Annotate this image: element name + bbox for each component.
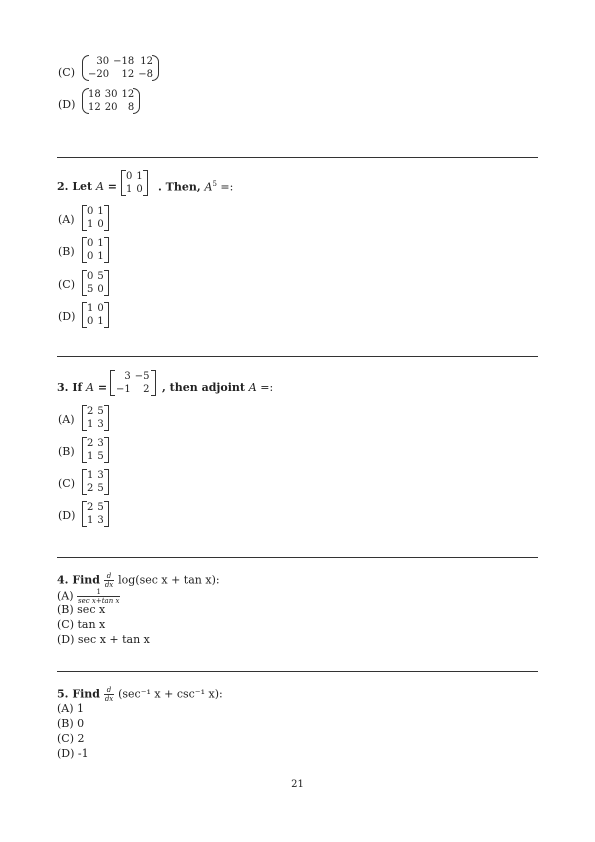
matrix-cell: 0: [87, 251, 94, 262]
matrix-cell: 5: [97, 406, 104, 417]
matrix-cell: 5: [97, 483, 104, 494]
option-label: (A): [58, 413, 75, 426]
option-matrix: [82, 437, 109, 463]
matrix-cell: 12: [140, 56, 153, 67]
question-4-option-d: (D) sec x + tan x: [57, 633, 150, 646]
matrix-cell: 5: [97, 502, 104, 513]
question-5-option-c: (C) 2: [57, 732, 85, 745]
matrix-cell: 5: [97, 271, 104, 282]
matrix-cell: −18: [113, 56, 135, 67]
matrix-cell: 3: [97, 419, 104, 430]
option-label: (D): [58, 509, 76, 522]
matrix-cell: 0: [97, 284, 104, 295]
question-5-option-b: (B) 0: [57, 717, 85, 730]
question-4-title: 4. Find $\frac{d}{dx}$ log(sec x + tan x):: [57, 572, 220, 589]
matrix-cell: 0: [136, 184, 143, 195]
matrix-cell: 2: [87, 406, 94, 417]
matrix-cell: 0: [97, 219, 104, 230]
matrix-cell: 1: [97, 316, 104, 327]
matrix-cell: 3: [124, 371, 131, 382]
matrix-cell: 0: [126, 171, 133, 182]
option-matrix: [82, 237, 109, 263]
separator-rule: [57, 356, 538, 357]
option-label: (D): [58, 98, 76, 111]
matrix-cell: 1: [87, 419, 94, 430]
matrix-cell: 30: [104, 89, 118, 100]
matrix-cell: 12: [121, 69, 135, 80]
matrix-cell: 1: [87, 451, 94, 462]
option-matrix: [82, 405, 109, 431]
matrix-cell: 1: [136, 171, 143, 182]
matrix-cell: 1: [87, 219, 94, 230]
matrix-cell: 5: [97, 451, 104, 462]
matrix-cell: 2: [87, 502, 94, 513]
matrix-cell: 0: [97, 303, 104, 314]
option-label: (C): [58, 66, 75, 79]
question-3-title: 3. If A =: [57, 381, 108, 394]
separator-rule: [57, 557, 538, 558]
matrix-cell: 3: [97, 470, 104, 481]
matrix-cell: −5: [134, 371, 150, 382]
matrix-option-d-prev: [82, 88, 140, 114]
matrix-cell: 8: [127, 102, 135, 113]
matrix-cell: −1: [116, 384, 131, 395]
matrix-option-c-prev: [82, 55, 159, 81]
matrix-cell: 0: [87, 316, 94, 327]
option-matrix: [82, 501, 109, 527]
question-3-matrix: [110, 370, 156, 396]
matrix-cell: 1: [97, 206, 104, 217]
question-5-title: 5. Find $\frac{d}{dx}$ (sec⁻¹ x + csc⁻¹ x):: [57, 686, 223, 703]
question-5-option-d: (D) -1: [57, 747, 89, 760]
question-5-option-a: (A) 1: [57, 702, 85, 715]
option-matrix: [82, 469, 109, 495]
separator-rule: [57, 157, 538, 158]
option-label: (A): [58, 213, 75, 226]
question-2-title-tail: . Then, $A^5$ =:: [158, 180, 234, 194]
matrix-cell: 2: [87, 438, 94, 449]
question-4-option-a: (A) $\frac{1}{\text{sec x+tan x}}$: [57, 588, 120, 605]
option-matrix: [82, 302, 109, 328]
question-2-title: 2. Let A =: [57, 180, 117, 193]
matrix-cell: 1: [126, 184, 133, 195]
matrix-cell: 20: [104, 102, 118, 113]
matrix-cell: 0: [87, 206, 94, 217]
matrix-cell: 1: [87, 515, 94, 526]
matrix-cell: 2: [143, 384, 150, 395]
matrix-cell: 1: [97, 251, 104, 262]
option-matrix: [82, 270, 109, 296]
matrix-cell: 1: [87, 303, 94, 314]
option-label: (D): [58, 310, 76, 323]
option-label: (B): [58, 445, 75, 458]
question-2-matrix: [121, 170, 148, 196]
matrix-cell: −8: [138, 69, 153, 80]
matrix-cell: −20: [88, 69, 110, 80]
matrix-cell: 5: [87, 284, 94, 295]
question-4-option-c: (C) tan x: [57, 618, 106, 631]
option-matrix: [82, 205, 109, 231]
matrix-cell: 2: [87, 483, 94, 494]
question-4-option-b: (B) sec x: [57, 603, 106, 616]
matrix-cell: 12: [121, 89, 135, 100]
option-label: (B): [58, 245, 75, 258]
matrix-cell: 18: [88, 89, 101, 100]
option-label: (C): [58, 278, 75, 291]
option-label: (C): [58, 477, 75, 490]
page-number: 21: [291, 779, 304, 790]
separator-rule: [57, 671, 538, 672]
question-3-title-tail: , then adjoint A =:: [162, 381, 274, 394]
matrix-cell: 12: [88, 102, 101, 113]
matrix-cell: 0: [87, 238, 94, 249]
matrix-cell: 3: [97, 515, 104, 526]
matrix-cell: 1: [87, 470, 94, 481]
matrix-cell: 3: [97, 438, 104, 449]
matrix-cell: 30: [96, 56, 110, 67]
matrix-cell: 1: [97, 238, 104, 249]
matrix-cell: 0: [87, 271, 94, 282]
